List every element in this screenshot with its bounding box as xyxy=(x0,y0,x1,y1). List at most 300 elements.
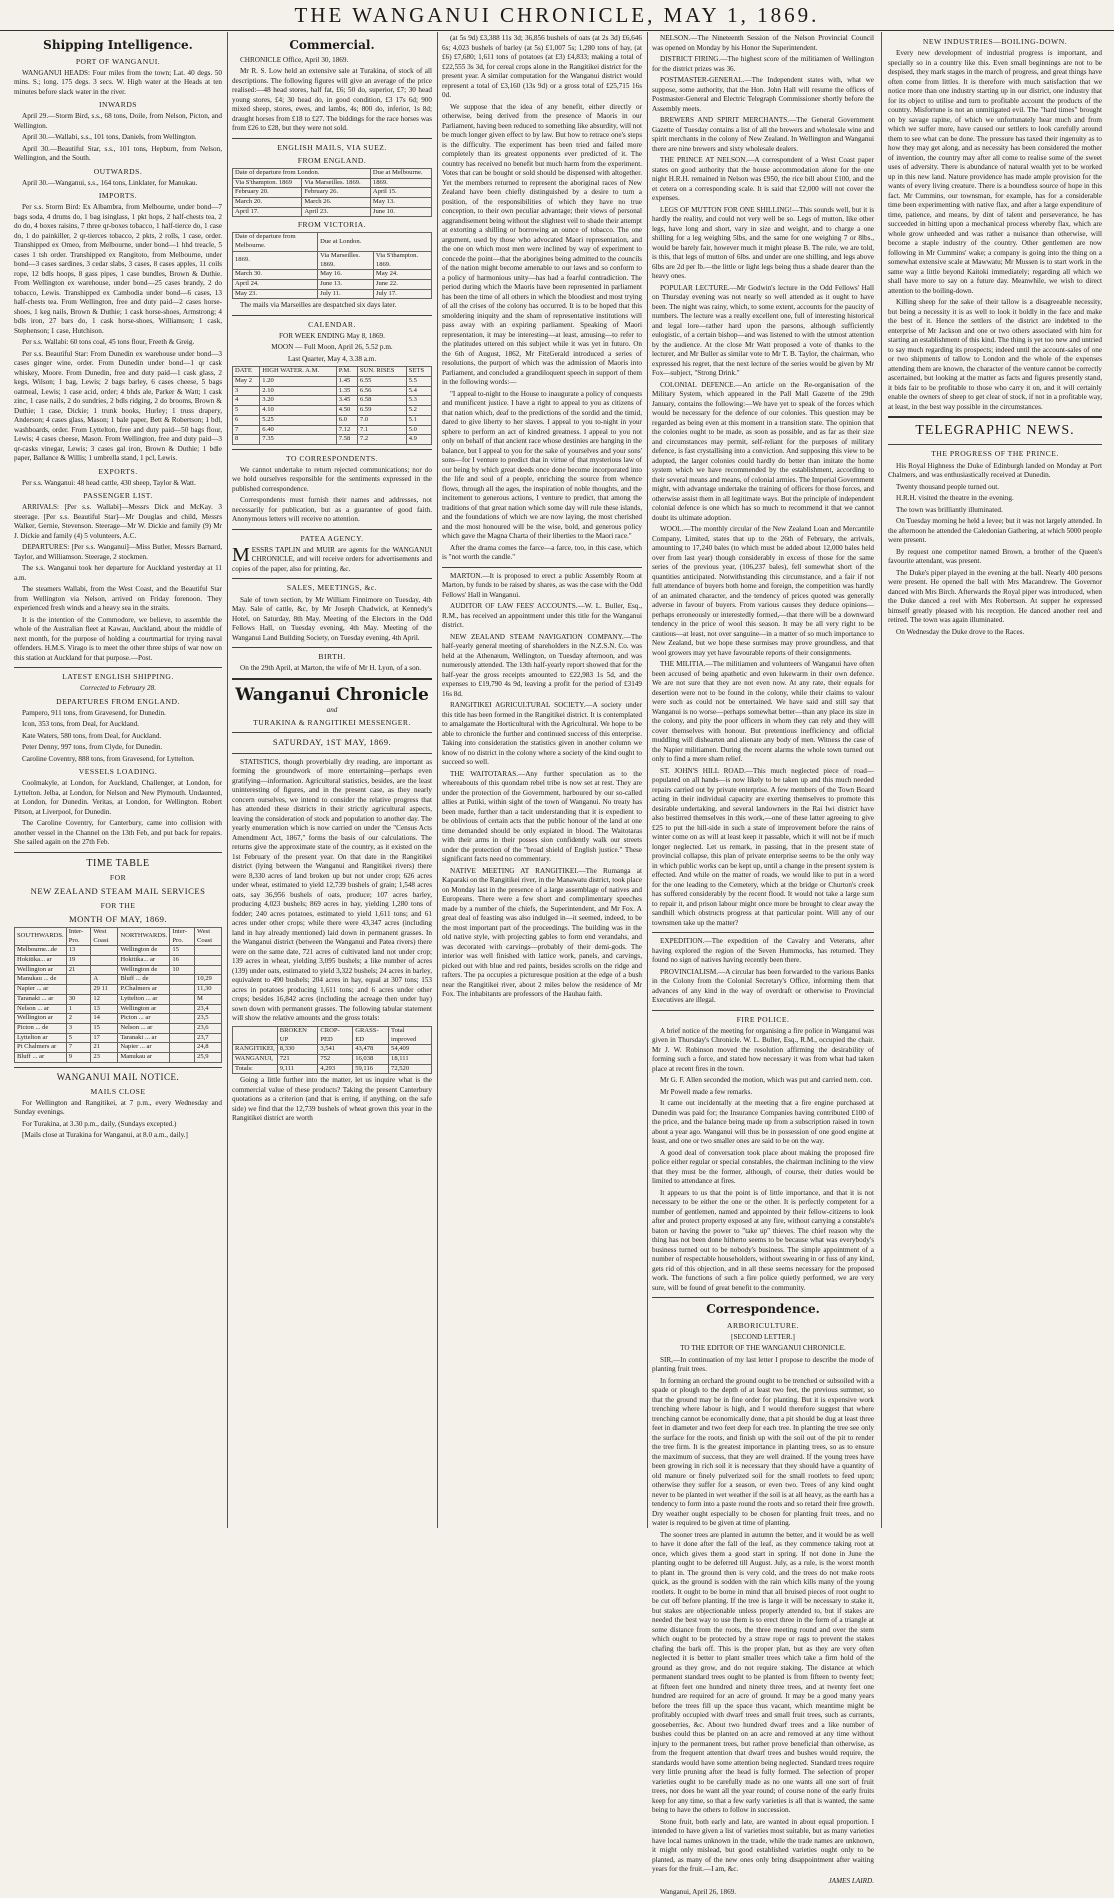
table-cell: June 10. xyxy=(370,207,431,217)
paragraph: [Mails close at Turakina for Wanganui, at 8.0 a.m., daily.] xyxy=(22,1131,188,1140)
table-cell: 2.10 xyxy=(260,386,337,396)
section-heading: CALENDAR. xyxy=(308,319,356,329)
table-cell: 29 11 xyxy=(91,985,118,995)
table-cell: 5 xyxy=(66,1033,91,1043)
table-cell: Bluff ... de xyxy=(118,975,170,985)
table-cell: 23,6 xyxy=(195,1023,222,1033)
table-cell: Wellington ar xyxy=(118,1004,170,1014)
table-header: Via S'thampton. 1869. xyxy=(373,251,431,269)
moon-phase: Full Moon, April 26, 5.52 p.m. xyxy=(304,343,393,352)
section-heading: TO CORRESPONDENTS. xyxy=(286,453,378,463)
table-cell: April 23. xyxy=(302,207,371,217)
section-heading: VESSELS LOADING. xyxy=(78,767,158,777)
table-cell: 4,293 xyxy=(318,1064,353,1074)
table-cell: Wellington de xyxy=(118,965,170,975)
table-cell: 5.0 xyxy=(406,425,431,435)
table-row xyxy=(15,1004,222,1014)
divider xyxy=(232,138,432,139)
paragraph: Peter Denny, 997 tons, from Clyde, for Dunedin. xyxy=(22,743,163,752)
table-cell: April 24. xyxy=(233,279,318,289)
paragraph: CHRONICLE Office, April 30, 1869. xyxy=(240,55,349,64)
table-cell: 7.0 xyxy=(357,415,406,425)
table-cell: June 13. xyxy=(318,279,374,289)
table-cell: 5 xyxy=(233,406,260,416)
table-cell: June 22. xyxy=(373,279,431,289)
table-cell: May 16. xyxy=(318,270,374,280)
section-heading: FIRE POLICE. xyxy=(736,1014,790,1024)
table-cell: 6.56 xyxy=(357,386,406,396)
table-cell xyxy=(66,985,91,995)
table-cell: 5.25 xyxy=(260,415,337,425)
table-cell xyxy=(170,975,195,985)
shipping-heading: Shipping Intelligence. xyxy=(43,38,193,52)
divider xyxy=(652,1297,874,1298)
paragraph: The Caroline Coventry, for Canterbury, came into collision with another vessel in the Channel on the 13th Feb, and put back for repairs. She sailed again on the 27th Feb. xyxy=(14,819,222,847)
table-row xyxy=(233,1045,432,1055)
paragraph: PROVINCIALISM.—A circular has been forwarded to the various Banks in the Colony from the Colonial Secretary's Office, informing them that advances of any kind in the way of overdraft or otherwise to Provincial Executives are illegal. xyxy=(652,967,874,1004)
table-cell: Bluff ... ar xyxy=(15,1053,67,1063)
table-cell: 18,111 xyxy=(389,1054,432,1064)
paragraph: COLONIAL DEFENCE.—An article on the Re-organisation of the Military System, which appeared in the Pall Mall Gazette of the 29th January, contains the following:—We have yet to speak of the forces which would be necessary for the defence of our colonies. This question may be regarded as being even at this moment in a transition state. The opinion that the colonies ought to be made, as soon as possible, and as far as their size and circumstances may permit, self-reliant for the purposes of military defence, is fast crystallising into a conviction. And supposing this view to be adopted, the larger colonies could hardly do better than imitate the home system which we have recommended by the establishment, according to their several means and means, of colonial armies. The Imperial Government might, with advantage undertake the training of officers for those forces, and otherwise assist them in all legitimate ways. But the principle of independent colonial defence is one which has so much to recommend it that we cannot doubt its ultimate adoption. xyxy=(652,380,874,522)
table-cell: 24,8 xyxy=(195,1043,222,1053)
paragraph: STATISTICS, though proverbially dry reading, are important as forming the groundwork of more entertaining—perhaps even gratifying—information. Agricultural statistics, besides, are the least uninteresting of figures, and in the present case, as they nearly concern ourselves, we intend to consider the relative progress that has attended these districts in their strictly agricultural aspects, leaving the consideration of stock and population to another day. The yearly enumeration which is now carried on under the "Census Acts Amendment Act, 1867," forms the basis of our calculations. The returns give the approximate state of the country, as it existed on the 1st February of the present year. On that date in the Rangitikei district (lying between the Wanganui and Rangitikei rivers) there were 8,330 acres of land broken up but not under crop; 626 acres under wheat, estimated to yield 12,739 bushels of grain; 1,548 acres oats, say 36,956 bushels of oats, produce; 107 acres barley, producing 4,023 bushels; 869 acres in hay, yielding 1,280 tons of fodder; 240 acres potatoes, estimated to yield 1,611 tons; and 61 acres under other crops; while there were 43,347 acres (including land in hay already mentioned) laid down in permanent grasses. In the Wanganui district (between the Wanganui and Patea rivers) there were on the same date, 721 acres of cultivated land not under crop; 139 acres in wheat, yielding 3,095 bushels; a like number of acres (139) under oats, estimated to yield 3,322 bushels; 24 acres in barley, equivalent to 490 bushels; 204 acres in hay, equal at 307 tons; 153 acres in potatoes producing 1,611 tons; and 6 acres under other crops; besides 16,842 acres (including the acreage then under hay) sown down with permanent grasses. The following tabular statement will show the relative amounts and the gross totals: xyxy=(232,757,432,1023)
table-cell: 721 xyxy=(277,1054,318,1064)
table-cell xyxy=(195,955,222,965)
paragraph: The s.s. Wanganui took her departure for Auckland yesterday at 11 a.m. xyxy=(14,564,222,582)
table-cell: 6.59 xyxy=(357,406,406,416)
table-cell xyxy=(170,1053,195,1063)
subheading: [SECOND LETTER.] xyxy=(731,1332,795,1341)
table-row xyxy=(15,1053,222,1063)
table-cell: 3.45 xyxy=(336,396,357,406)
table-cell: Taranaki ... ar xyxy=(118,1033,170,1043)
table-cell: 8 xyxy=(233,435,260,445)
table-cell: March 20. xyxy=(233,197,302,207)
divider xyxy=(232,732,432,733)
paragraph: On Tuesday morning he held a levee; but it was not largely attended. In the afternoon he attended the Caledonian Gathering, at which 5000 people were present. xyxy=(888,517,1102,544)
table-cell: 7 xyxy=(66,1043,91,1053)
table-cell: 19 xyxy=(66,955,91,965)
column-1 xyxy=(14,34,222,1526)
paragraph: After the drama comes the farce—a farce, too, in this case, which is "not worth the candle." xyxy=(442,543,642,561)
table-cell xyxy=(170,985,195,995)
divider xyxy=(652,1010,874,1011)
table-cell: Picton ... de xyxy=(15,1023,67,1033)
table-cell: 3 xyxy=(233,386,260,396)
dateline: Wanganui, April 26, 1869. xyxy=(660,1888,737,1897)
table-cell: Melbourne...de xyxy=(15,946,67,956)
paragraph: BREWERS AND SPIRIT MERCHANTS.—The General Government Gazette of Tuesday contains a list of all the brewers and wholesale wine and spirit merchants in the colony of New Zealand. In Wellington and Wanganui there are nine brewers and sixty wholesale dealers. xyxy=(652,116,874,153)
column-rule xyxy=(881,32,882,1528)
table-header: Via Marseilles. 1869. xyxy=(318,251,374,269)
table-cell: 1 xyxy=(66,1004,91,1014)
paragraph: The steamers Wallabi, from the West Coast, and the Beautiful Star from Wellington via Nelson, arrived on Friday forenoon. They experienced fresh winds and a heavy sea in the straits. xyxy=(14,585,222,613)
table-cell: 13 xyxy=(66,946,91,956)
table-cell: 15 xyxy=(170,946,195,956)
paragraph: In forming an orchard the ground ought to be trenched or subsoiled with a spade or plough to the depth of at least two feet, the previous summer, so that the ground may be in fine order for planting. But it is expensive work trenching where labour is high, and I would therefore suggest that where trenching cannot be economically done, that a pit should be dug at least three feet in diameter and two feet deep for each tree. In planting the tree see only the surface for the roots, and finish up with the soil out of the pit to render the tree firm. It is the greatest importance in planting trees, so as to ensure the maximum of success, that they are well drained. If the young trees have been growing in rich soil it is necessary that they should have a quantity of old manure or finely pulverized soil for the small rootlets to feed upon; otherwise they suffer for a season, or even two. Trees of any kind ought never to be planted in wet weather if the soil is at all heavy, as the earth has a tendency to form into a paste round the roots and so retard their free growth. Dry weather ought especially to be chosen for planting fruit trees, and no water is required to be given at time of planting. xyxy=(652,1376,874,1528)
paragraph: Every new development of industrial progress is important, and specially so in a country like this. Even small beginnings are not to be despised, they mark stages in the march of progress, and great things have often come from littles. It is therefore with much satisfaction that we notice more than one industry starting up in our district, one industry that for its object to utilise and turn to profitable account the products of the country. Misfortune is not an unmitigated evil. The "hard times" brought on by savage rapine, of which we unfortunately hear much and from which we suffer more, have caused our settlers to look carefully around them to see what can be done. The pressure has taxed their ingenuity as to how they may get along, and as necessity has been considered the mother of invention, the country may after all come to realise some of the sweet uses of adversity. There is abundance of natural wealth yet to be worked up in this new land. Nature providence has made ample provision for the wants of every living creature. There is a boundless source of hope in this fact. Mr Cummins, our townsman, for example, has for a considerable time been experimenting with native flax, and after a large expenditure of time, patience, and means, by dint of talent and perseverance, he has succeeded in hitting upon a mechanical process whereby flax, which are whole grow unheeded and was rather a nuisance than otherwise, will become a staple industry of the country. Other gentlemen are now following in Mr Cummins' wake; a company is going into the thing on a somewhat extensive scale at Mawwatu; Mr Mussen is to start work in the same way a little beyond Kaitoki immediately; regarding all which we shall have more to say on a future day. Meanwhile, we wish to direct attention to the boiling-down. xyxy=(888,49,1102,295)
table-cell xyxy=(91,965,118,975)
port-heading: PORT OF WANGANUI. xyxy=(75,56,161,66)
column-rule xyxy=(647,32,648,1528)
paragraph: Coolmakyle, at London, for Auckland, Challenger, at London, for Lyttelton. Jelba, at London, for Nelson and New Plymouth. Undaunted, at London, for Dunedin. Veritas, at London, for Wellington. Robert Pitson, at Liverpool, for Dunedin. xyxy=(14,779,222,816)
table-row xyxy=(233,425,432,435)
table-row xyxy=(233,406,432,416)
table-header: DATE xyxy=(233,367,260,377)
table-cell: May 23. xyxy=(233,289,318,299)
divider xyxy=(14,852,222,853)
table-row xyxy=(15,1043,222,1053)
paragraph: April 30.—Beautiful Star, s.s., 101 tons, Hepburn, from Nelson, Wellington, and the South. xyxy=(14,144,222,163)
paragraph: MARTON.—It is proposed to erect a public Assembly Room at Marton, by funds to be raised by shares, as was the case with the Odd Fellows' Hall in Wanganui. xyxy=(442,571,643,599)
section-heading: INWARDS xyxy=(98,100,138,110)
table-cell: 6.40 xyxy=(260,425,337,435)
table-header: GRASS-ED xyxy=(353,1026,389,1044)
table-row xyxy=(15,955,222,965)
table-cell: 5.2 xyxy=(406,406,431,416)
table-cell: 16 xyxy=(170,955,195,965)
table-cell: 5.3 xyxy=(406,396,431,406)
paragraph: Going a little further into the matter, let us inquire what is the commercial value of these products? Taking the present Canterbury quotations as a criterion (and that is erring, if anything, on the safe side) we find that the 12,739 bushels of wheat grown this year in the Rangitikei district are worth xyxy=(232,1076,432,1123)
table-header: Total improved xyxy=(389,1026,432,1044)
table-cell: Pt Chalmers ar xyxy=(15,1043,67,1053)
table-cell: 16,038 xyxy=(353,1054,389,1064)
table-row xyxy=(15,975,222,985)
table-cell: Wellington de xyxy=(118,946,170,956)
paragraph: Per s.s. Wanganui: 48 head cattle, 430 sheep, Taylor & Watt. xyxy=(22,478,196,487)
table-row xyxy=(233,289,432,299)
subtitle: TURAKINA & RANGITIKEI MESSENGER. xyxy=(253,718,411,728)
paragraph: It came out incidentally at the meeting that a fire engine purchased at Dunedin was paid for; the Insurance Companies having contributed £100 of the price, and the balance being made up from a subscription raised in town about a year ago. Wanganui will thus be in possession of one good engine at least, and one or two smaller ones are said to be on the way. xyxy=(652,1099,874,1146)
paragraph: April 30.—Wallabi, s.s., 101 tons, Daniels, from Wellington. xyxy=(22,133,197,142)
table-cell xyxy=(91,955,118,965)
table-cell: 72,520 xyxy=(389,1064,432,1074)
paragraph: EXPEDITION.—The expedition of the Cavalry and Veterans, after having explored the region of the Seven Hummocks, has returned. They found no sign of natives having recently been there. xyxy=(652,937,874,964)
commercial-heading: Commercial. xyxy=(289,38,375,52)
table-cell: 1.35 xyxy=(336,386,357,396)
paragraph: WANGANUI HEADS: Four miles from the town; Lat. 40 degs. 50 mins. S.; long. 175 degs. 3 secs. W. High water at the Heads at ten minutes before slack water in the river. xyxy=(14,68,222,96)
paragraph: NATIVE MEETING AT RANGITIKEI.—The Rumanga at Kaparaki on the Rangitikei river, in the Manawatu district, took place on Monday last in the presence of a large assemblage of natives and Europeans. There were a few short and complimentary speeches made by a number of the chiefs, the Superintendent, and Mr Fox. A great deal of feasting was also indulged in—it seemed, indeed, to be the most important part of the proceedings. The building was in the old native style, with projecting gables to form end verandahs, and was decorated with carvings—probably of their demi-gods. The interior was well finished with lattice work, panels, and carvings, picked out with blue and red paints, besides scrolls on the ridge and rafters. The pa occupies a picturesque position at the edge of a bush near the Rangitikei river, about 2 miles below the residence of Mr Fox. The inhabitants are professors of the Hauhau faith. xyxy=(442,866,642,998)
calendar-table xyxy=(232,366,432,445)
section-heading: EXPORTS. xyxy=(98,466,138,476)
table-cell: 10,29 xyxy=(195,975,222,985)
table-cell: 1.45 xyxy=(336,377,357,387)
paragraph: AUDITOR OF LAW FEES' ACCOUNTS.—W. L. Buller, Esq., R.M., has received an appointment under this title for the Wanganui district. xyxy=(442,602,642,629)
paragraph: Twenty thousand people turned out. xyxy=(896,482,1000,491)
table-header: SETS xyxy=(406,367,431,377)
section-heading: ENGLISH MAILS, VIA SUEZ. xyxy=(277,142,387,152)
table-header: CROP-PED xyxy=(318,1026,353,1044)
divider xyxy=(232,647,432,648)
date-heading: SATURDAY, 1ST MAY, 1869. xyxy=(272,737,392,748)
paragraph: On Wednesday the Duke drove to the Races. xyxy=(896,627,1025,636)
paragraph: A good deal of conversation took place about making the proposed fire police either regular or special constables, the chairman inclining to the view that they must be the former, although, of course, their duties would be limited to attendance at fires. xyxy=(652,1148,874,1186)
table-row xyxy=(233,396,432,406)
column-5 xyxy=(888,34,1102,1526)
paragraph: The Duke's piper played in the evening at the ball. Nearly 400 persons were present. He opened the ball with Mrs Macandrew. The Governor danced with Mrs Birch. Afterwards the Royal piper was introduced, when the Duke danced a reel with Mrs Robertson. At supper he expressed himself greatly pleased with his reception. He danced another reel and retired. The town was again illuminated. xyxy=(888,568,1102,624)
table-cell: 6.0 xyxy=(336,415,357,425)
paragraph: We suppose that the idea of any benefit, either directly or otherwise, being derived from the presence of Maoris in our Parliament, having been reduced to something like absurdity, will not be much longer given effect to by law. But how to retrace one's steps is the difficulty. The experiment has been tried and failed more completely than its greatest opponents ever predicted of it. The country has received no benefit but much harm from the experiment. Votes that can be bought or sold should be dispensed with altogether. Yet the members returned to represent the aboriginal races of New Zealand have been chiefly distinguished by a desire to turn a position, of the responsibilities of which they have no true conception, to their own peculiar advantage; their views of personal aggrandisement being without the slightest veil to shade their attempt at extorting a shilling or borrowing an ounce of tobacco. The one argument, used by those who advocated Maori representation, and the one on which most men were inclined by way of experiment to concede the point—that the aborigines being admitted to the councils of the nation might become amenable to our laws and so conform to a policy of harmonious unity—has had a fearful contradiction. The period during which the Maoris have been represented in parliament has been the time of all others in which the bloodiest and most trying of all the crises of the colony has occurred. It is to be hoped that this smoldering iniquity and the sham of representative institutions will pass away with an expiring parliament. Speaking of Maori representation, it may be interesting—at least, amusing—to refer to the platitudes uttered on this subject while it was yet in futuro. On the 6th of August, 1862, Mr FitzGerald introduced a series of resolutions, the purport of which was the admission of Maoris into Parliament, and concluded a grandiloquent speech in support of them in the following words:— xyxy=(442,102,642,386)
section-heading: FROM VICTORIA. xyxy=(297,220,367,230)
table-cell: April 15. xyxy=(370,188,431,198)
divider xyxy=(652,932,874,933)
table-cell: 3.20 xyxy=(260,396,337,406)
table-row xyxy=(233,188,432,198)
table-cell: May 24. xyxy=(373,270,431,280)
table-cell: 54,409 xyxy=(389,1045,432,1055)
section-heading: LATEST ENGLISH SHIPPING. xyxy=(62,672,174,682)
section-heading: PASSENGER LIST. xyxy=(83,491,153,501)
table-cell: 9 xyxy=(66,1053,91,1063)
table-cell: May 2 xyxy=(233,377,260,387)
divider xyxy=(232,578,432,579)
table-header: West Coast xyxy=(195,927,222,945)
table-cell: Manukau ar xyxy=(118,1053,170,1063)
paragraph: April 29.—Storm Bird, s.s., 68 tons, Doile, from Nelson, Picton, and Wellington. xyxy=(14,112,222,130)
table-header: BROKEN UP xyxy=(277,1026,318,1044)
table-header: 1869. xyxy=(370,178,431,188)
paragraph: For Turakina, at 3.30 p.m., daily, (Sundays excepted.) xyxy=(22,1119,177,1128)
table-cell: 752 xyxy=(318,1054,353,1064)
table-cell: Napier ... ar xyxy=(118,1043,170,1053)
paragraph: His Royal Highness the Duke of Edinburgh landed on Monday at Port Chalmers, and was enthusiastically received at Dunedin. xyxy=(888,461,1102,479)
table-cell: 6 xyxy=(233,415,260,425)
paragraph: Sale of town section, by Mr William Finnimore on Tuesday, 4th May. Sale of cattle, &c, by Mr Joseph Chadwick, at Kennedy's Hotel, on Saturday, 8th May. Meeting of the Electors in the Odd Fellows Hall, on Tuesday evening, 4th May. Meeting of the Wanganui Land Building Society, on Tuesday evening, 4th April. xyxy=(232,595,432,642)
section-heading: IMPORTS. xyxy=(98,191,138,201)
paragraph: The town was brilliantly illuminated. xyxy=(896,505,1003,514)
table-cell: Napier ... ar xyxy=(15,985,67,995)
mails-close-heading: MAILS CLOSE xyxy=(90,1086,146,1096)
moon-label: MOON xyxy=(271,343,294,352)
table-row xyxy=(15,946,222,956)
paragraph: For Wellington and Rangitikei, at 7 p.m., every Wednesday and Sunday evenings. xyxy=(14,1098,222,1117)
paragraph: Correspondents must furnish their names and addresses, not necessarily for publication, but as a guarantee of good faith. Anonymous letters will receive no attention. xyxy=(232,496,432,524)
table-cell: 23,4 xyxy=(195,1004,222,1014)
table-row xyxy=(233,386,432,396)
paragraph: NEW ZEALAND STEAM NAVIGATION COMPANY.—The half-yearly general meeting of shareholders in the N.Z.S.N. Co. was held at the Athenæum, Wellington, on Tuesday afternoon, and was numerously attended. The 13th half-yearly report showed that for the half-year the gross receipts amounted to £22,983 1s 5d, and the expenses to £19,790 4s 9d, leaving a profit for the period of £3149 16s 8d. xyxy=(442,632,642,698)
paragraph: WOOL.—The monthly circular of the New Zealand Loan and Mercantile Company, Limited, states that up to the 26th of February, the arrivals, amounting to 17,240 bales (to which must be added about 12,000 bales held over from last year) though considerably in excess of those for the same series of the previous year, (106,237 bales), fell somewhat short of the quantities anticipated. Notwithstanding this circumstance, and a fair if not full attendance of buyers both home and foreign, the competition was hardly of an animated character, and the tendency of prices quoted was generally adverse in favour of buyers. From various causes they deduce opinions—perhaps erroneously or interestedly formed,—that there will be a downward tendency in the price of wool this season. It may be all very right to be cautious—at least, not over sanguine—in a matter of so much importance to New Zealand, but we hope these surmises may prove groundless, and that wool growers may yet have favourable reports of their consignments. xyxy=(652,525,874,657)
table-cell: 17 xyxy=(91,1033,118,1043)
table-cell: M xyxy=(195,994,222,1004)
table-cell: 5.1 xyxy=(406,415,431,425)
divider xyxy=(232,753,432,754)
paragraph: (at 5s 9d) £3,388 11s 3d; 36,856 bushels of oats (at 2s 3d) £6,646 6s; 4,023 bushels of barley (at 5s) £1,007 5s; 1,280 tons of hay, (at £6) £7,680; 1,611 tons of potatoes (at £3) £4,833; making a total of £22,555 3s 3d, for cereal crops alone in the Rangitikei district for the present year. A similar computation for the Wanganui district would represent a total of £3,160 (13s 9d) or a gross total of £25,715 16s 0d. xyxy=(442,34,642,99)
divider xyxy=(232,678,432,680)
paragraph: On the 29th April, at Marton, the wife of Mr H. Lyon, of a son. xyxy=(240,664,422,673)
table-cell: 10 xyxy=(170,965,195,975)
table-cell: 30 xyxy=(66,994,91,1004)
divider xyxy=(232,529,432,530)
table-cell: 4.50 xyxy=(336,406,357,416)
table-row xyxy=(233,435,432,445)
table-row xyxy=(15,985,222,995)
table-header: NORTHWARDS. xyxy=(118,927,170,945)
table-cell xyxy=(170,1033,195,1043)
table-cell xyxy=(195,965,222,975)
paragraph: We cannot undertake to return rejected communications; nor do we hold ourselves responsible for the sentiments expressed in the published correspondence. xyxy=(232,465,432,493)
table-cell: A xyxy=(91,975,118,985)
table-row xyxy=(233,197,432,207)
table-cell: March 26. xyxy=(302,197,371,207)
table-cell: 2 xyxy=(66,1014,91,1024)
timetable-title: NEW ZEALAND STEAM MAIL SERVICES xyxy=(30,886,206,897)
column-4 xyxy=(652,34,874,1897)
table-header: Via Marseilles. 1869. xyxy=(302,178,371,188)
table-cell: 4.9 xyxy=(406,435,431,445)
table-cell: 13 xyxy=(91,1004,118,1014)
table-cell: Totals: xyxy=(233,1064,278,1074)
table-cell: February 20. xyxy=(233,188,302,198)
timetable-month: MONTH OF MAY, 1869. xyxy=(68,913,168,924)
section-heading: DEPARTURES FROM ENGLAND. xyxy=(56,696,180,706)
table-header: SUN. RISES xyxy=(357,367,406,377)
table-cell: Picton ... ar xyxy=(118,1014,170,1024)
paragraph: MESSRS TAPLIN and MUIR are agents for the WANGANUI CHRONICLE, and will receive orders for advertisements and copies of the paper, also for printing, &c. xyxy=(232,543,432,573)
table-row xyxy=(15,1023,222,1033)
signature: JAMES LAIRD. xyxy=(828,1876,874,1885)
moon-phase: Last Quarter, May 4, 3.38 a.m. xyxy=(287,354,377,363)
column-rule xyxy=(227,32,228,1528)
table-header: Inter-Pro. xyxy=(170,927,195,945)
table-cell: July 17. xyxy=(373,289,431,299)
table-cell: 21 xyxy=(66,965,91,975)
table-cell: 7.12 xyxy=(336,425,357,435)
table-cell: 7 xyxy=(233,425,260,435)
table-cell: 7.58 xyxy=(336,435,357,445)
table-header: HIGH WATER. A.M. xyxy=(260,367,337,377)
table-cell: Wellington ar xyxy=(15,965,67,975)
paragraph: Per s.s. Wallabi: 60 tons coal, 45 tons flour, Freeth & Greig. xyxy=(22,338,195,347)
table-header: West Coast xyxy=(91,927,118,945)
statistics-table xyxy=(232,1026,432,1075)
paragraph: SIR,—In continuation of my last letter I propose to describe the mode of planting fruit trees. xyxy=(652,1355,874,1374)
section-heading: BIRTH. xyxy=(318,652,346,661)
table-cell: 59,116 xyxy=(353,1064,389,1074)
subheading: TO THE EDITOR OF THE WANGANUI CHRONICLE. xyxy=(680,1344,846,1353)
table-cell: Hokitika... ar xyxy=(118,955,170,965)
table-cell: 7.2 xyxy=(357,435,406,445)
table-cell xyxy=(170,1004,195,1014)
paragraph: A brief notice of the meeting for organising a fire police in Wanganui was given in Thursday's Chronicle. W. L. Buller, Esq., R.M., occupied the chair. Mr J. W. Robinson moved the resolution affirming the desirability of forming such a force, and stated how necessary it was from what had taken place at recent fires in the town. xyxy=(652,1026,874,1073)
paragraph: THE PRINCE AT NELSON.—A correspondent of a West Coast paper states on good authority that the house accommodation alone for the one night H.R.H. remained in Nelson was £950, the rice bill about £100, and the et cetera on a corresponding scale. It is said that £2,000 will not cover the expenses. xyxy=(652,156,874,202)
table-cell: 6.58 xyxy=(357,396,406,406)
table-cell xyxy=(170,1014,195,1024)
table-cell: 4.10 xyxy=(260,406,337,416)
table-cell: 5.4 xyxy=(406,386,431,396)
table-cell: P.Chalmers ar xyxy=(118,985,170,995)
table-cell: April 17. xyxy=(233,207,302,217)
paragraph: The sooner trees are planted in autumn the better, and it would be as well to have it done after the fall of the leaf, as they commence taking root at once, which gives them a good start in spring. If not done in June the planting ought to be deferred till August. July, as a rule, is the worst month to plant in. The ground then is very cold, and the trees do not make roots quick, as the ground is sodden with the rain which kills many of the young rootlets. It ought to be borne in mind that all bruised pieces of root ought to be cut off before planting. If the tree is large it will be necessary to stake it, but stakes are objectionable unless properly attended to, but if stakes are needed the best way to use them is to erect three in the form of a triangle at some distance from the roots, the three meeting round and over the stem which ought to be protected by a straw rope or rags to prevent the stakes chafing the bark off. This is the proper plan, but as they are very often neglected it is better to plant smaller trees which take a firm hold of the ground as they grow, and do not require staking. The distance at which permanent standard trees ought to be planted is from fifteen to twenty feet; at fifteen feet one hundred and ninety three trees, and at twenty feet one hundred are required for an acre of ground. It may be a good many years before the trees fill up the space thus vacant, which meantime might be profitably occupied with dwarf trees and small fruit trees, such as currants, gooseberries, &c. About two hundred dwarf trees and a like number of bushes could thus be planted on an acre and removed at any time without injury to the permanent trees, but rather prove beneficial than otherwise, as from the frequent attention that dwarf trees and bushes would require, the standards would have some attention being neglected. Standard trees require very little pruning after the head is fully formed. The selection of proper varieties ought to be carefully made as no one wants all one sort of fruit trees, nor does he want all the year round; of course none of the early fruits keep for any time, so that a few early varieties is all that is wanted, the same being to have the others to follow in succession. xyxy=(652,1530,874,1815)
paragraph: NELSON.—The Nineteenth Session of the Nelson Provincial Council was opened on Monday by his Honor the Superintendent. xyxy=(652,34,874,52)
table-header: 1869. xyxy=(233,251,318,269)
table-cell: 25,9 xyxy=(195,1053,222,1063)
column-3 xyxy=(442,34,642,1526)
paragraph: Caroline Coventry, 888 tons, from Gravesend, for Lyttelton. xyxy=(22,754,195,763)
table-cell xyxy=(195,946,222,956)
table-cell: 11,30 xyxy=(195,985,222,995)
table-cell: 14 xyxy=(91,1014,118,1024)
table-cell: 5.5 xyxy=(406,377,431,387)
table-header xyxy=(233,1026,278,1044)
victoria-mails-table xyxy=(232,232,432,299)
paragraph: Per s.s. Beautiful Star: From Dunedin ex warehouse under bond—3 cases ginger wine, order. From Dunedin under bond—1 qr cask whiskey, Moore. From Dunedin, free and duty paid—1 cask glass, 2 kegs, Wilson; 1 bag, Lewis; 2 bags barley, 6 cases cheese, 5 bags oatmeal, Lewis; 1 case acid, order; 4 bhds ale, Parker & Watt; 1 cask zinc, 1 case nails, 2 do sundries, 2 bdls ridging, 2 do brooms, Brown & Duthie; 1 case, Dickie; 1 trunk books, Hurley; 1 truss drapery, Anderson; 4 cases glass, Mason; 1 bale paper, Bett & Robertson; 1 bdl, washboards, order. From Lyttelton, free and duty paid—50 bags flour, Lewis; 4 cases cheese, Mason. From Wellington, free and duty paid—3 qr-casks vinegar, Lewis; 3 cases gal iron, Brown & Duthie; 1 bdle paper, Ballance & Willis; 1 umbrella stand, 1 pcl, Lewis. xyxy=(14,349,222,463)
paragraph: POPULAR LECTURE.—Mr Godwin's lecture in the Odd Fellows' Hall on Thursday evening was not nearly so well attended as it ought to have been. The night was rainy, which, to some extent, accounts for the paucity of numbers. The lecture was a really excellent one, full of interesting historical and legal lore—rather hard upon the parsons, although sufficiently eulogistic, of a certain bishop—and was listened to with the utmost attention by the audience. At the close Mr Watt proposed a vote of thanks to the lecturer, and Mr Buller as similar vote to Mr T. B. Taylor, the chairman, who expressed his regret, that the next lecture of the series would be given by Mr Fox—subject, "Strong Drink." xyxy=(652,283,874,377)
correspondence-heading: Correspondence. xyxy=(706,1302,820,1317)
table-cell: 7.1 xyxy=(357,425,406,435)
paragraph: The mails via Marseilles are despatched six days later. xyxy=(240,301,397,310)
paragraph: It is the intention of the Commodore, we believe, to assemble the whole of the Australian fleet at Kawau, Auckland, about the middle of next month, for the purpose of holding a courtmartial for trying naval offenders. H.M.S. Virago is to meet the other three ships of war now on this station at Auckland for that purpose.—Post. xyxy=(14,615,222,662)
table-cell: 23,5 xyxy=(195,1014,222,1024)
table-header: Due at London. xyxy=(318,233,432,251)
table-cell: Lyttelton ... ar xyxy=(118,994,170,1004)
paragraph: DEPARTURES: [Per s.s. Wanganui]—Miss Butler, Messrs Barnard, Taylor, and Williamson. Steerage, 2 stockmen. xyxy=(14,543,222,561)
masthead: THE WANGANUI CHRONICLE, MAY 1, 1869. xyxy=(0,0,1114,31)
table-row xyxy=(15,965,222,975)
paragraph: H.R.H. visited the theatre in the evening. xyxy=(896,494,1014,502)
table-cell: Wellington ar xyxy=(15,1014,67,1024)
table-cell: Lyttelton ar xyxy=(15,1033,67,1043)
table-header: Due at Melbourne. xyxy=(370,168,431,178)
table-cell xyxy=(170,994,195,1004)
table-header: P.M. xyxy=(336,367,357,377)
divider xyxy=(888,416,1102,418)
paragraph: Per s.s. Storm Bird: Ex Albambra, from Melbourne, under bond—7 bags soda, 4 drums do, 1 bag isinglass, 1 pkt hops, 2 half-chests tea, 2 do do, 4 boxes raisins, 7 three qr-boxes tobacco, 1 half-tierce do, 1 case do, 1 do painkiller, 2 qr-tierces tobacco, 2 pkts, 2 rolls, 1 case, order. Transhipped ex Omeo, from Melbourne, under bond—1 hhd treacle, 5 cases 1 tsh order. Transhipped ex Rangitoto, from Melbourne, under bond—3 cases sardines, 3 cedar slabs, 3 cases, 8 cases apples, 11 coils rope, 12 bdls hoops, 8 gass pipes, 1 case bundles, Brown & Duthie. From Wellington ex warehouse, under bond—25 cases brandy, 2 do tobacco, Lewis. Transhipped ex Cambodia under bond—6 cases, 13 half-chests tea. From Wellington, free and duty paid—2 cases horse-shoes, 1 keg nails, Brown & Duthie; 1 cask horse-shoes, Armstrong; 4 bdls iron, 27 bars do, 1 cask horse-shoes, Williamson; 1 cask, Stephenson; 1 case, Hutchison. xyxy=(14,203,222,335)
table-cell: 1.20 xyxy=(260,377,337,387)
paragraph: Icon, 353 tons, from Deal, for Auckland. xyxy=(22,720,139,729)
table-cell xyxy=(170,1023,195,1033)
paragraph: Mr Powell made a few remarks. xyxy=(660,1087,753,1096)
table-cell: 6.55 xyxy=(357,377,406,387)
table-row-total xyxy=(233,1064,432,1074)
section-heading: FROM ENGLAND. xyxy=(297,155,367,165)
paragraph: Killing sheep for the sake of their tallow is a disagreeable necessity, but being a necessity it is as well to look it boldly in the face and make the best of it. Hence the settlers of the district are indebted to the enterprise of Mr Jackson and one or two others associated with him for starting an establishment of this kind. The thing is yet too new and untried to say much regarding its prospects; indeed until the account-sales of one or two shipments of tallow to London and the whole of the expenses attending them are known, the character of the venture cannot be correctly ascertained, but looking at the matter as facts and figures presently stand, it bids fair to be profitable to those who carry it on, and it will certainly enable the owners of sheep to get clear of stock, if not in a profitable way, at least, in the best way possible in the circumstances. xyxy=(888,298,1102,411)
table-cell: Nelson ... ar xyxy=(15,1004,67,1014)
table-header: Date of departure from Melbourne. xyxy=(233,233,318,251)
table-cell: Nelson ... ar xyxy=(118,1023,170,1033)
column-rule xyxy=(437,32,438,1528)
table-cell: Taranaki ... ar xyxy=(15,994,67,1004)
paragraph: Mr G. F. Allen seconded the motion, which was put and carried nem. con. xyxy=(660,1076,873,1085)
paragraph: THE MILITIA.—The militiamen and volunteers of Wanganui have often been accused of being apathetic and even lukewarm in their own defence. We are not sure that they are not even now. At any rate, their equals for desertion were not to be found in the colony, while their claims to valour were such as could not be entertained. We have said and still say that Wanganui is no worse—perhaps somewhat better—than any place its size in the colony, and pity the poor officers in whom they can rely and they will cover themselves with honour. But pretentious inefficiency and official muddling will dishearten and alienate any body of men. Witness the case of the Napier militiamen. During the recent alarms the whole town turned out only to find a mere sham relief. xyxy=(652,660,874,763)
england-mails-table xyxy=(232,168,432,218)
table-cell: 9,111 xyxy=(277,1064,318,1074)
paragraph: THE WAITOTARAS.—Any further speculation as to the whereabouts of this quondam rebel tribe is now set at rest. They are under the protection of the Government, harboured by our so-called allies at Putiki, within sight of the town of Wanganui. No treaty has been made, further than a tacit understanding that it is expedient to be oblivious of certain acts that the public honour of the land at one time demanded should be only expiated in blood. The Waitotaras with their arms in their posses sion confidently walk our streets under the protection of the "broad shield of English justice." These significant facts need no commentary. xyxy=(442,769,642,863)
paragraph: DISTRICT FIRING.—The highest score of the militiamen of Wellington for the district prizes was 36. xyxy=(652,55,874,73)
table-row xyxy=(233,207,432,217)
table-row xyxy=(233,1054,432,1064)
paragraph: By request one competitor named Brown, a brother of the Queen's favourite attendant, was present. xyxy=(888,547,1102,565)
timetable-for-the: FOR THE xyxy=(100,900,136,910)
table-cell: 12 xyxy=(91,994,118,1004)
paragraph: Mr R. S. Low held an extensive sale at Turakina, of stock of all descriptions. The following figures will give an average of the price realised:—48 head stores, half fat, £6; 50 do, superior, £7; 30 head young stores, £4; 30 head do, in good condition, £3 17s 6d; 900 mixed sheep, stores, ewes, and lambs, 4s; 800 do, inferior, 1s 8d; draught horses from £18 to £27. The biddings for the race horses was from £26 to £28, but they were not sold. xyxy=(232,67,432,133)
section-heading: NEW INDUSTRIES—BOILING-DOWN. xyxy=(922,37,1068,46)
table-header: Inter-Pro. xyxy=(66,927,91,945)
table-cell: WANGANUI, xyxy=(233,1054,278,1064)
table-cell: 7.35 xyxy=(260,435,337,445)
paragraph: ARRIVALS: [Per s.s. Wallabi]—Messrs Dick and McKay. 3 steerage. [Per s.s. Beautiful Star]—Mr Douglas and child, Messrs Walker, Gernie, Stevenson. Steerage—Mr W. Dickie and family (9) Mr J. Dickie and family (4) 5 volunteers, A.C. xyxy=(14,503,222,540)
table-cell: 43,478 xyxy=(353,1045,389,1055)
timetable-table xyxy=(14,927,222,1063)
table-cell: 8,330 xyxy=(277,1045,318,1055)
table-cell: March 30. xyxy=(233,270,318,280)
table-row xyxy=(233,377,432,387)
table-cell: 3,541 xyxy=(318,1045,353,1055)
paragraph: RANGITIKEI AGRICULTURAL SOCIETY.—A society under this title has been formed in the Rangitikei district. It is contemplated to amalgamate the Horticultural with the Agricultural. We hope to be able to chronicle the further and continued success of this enterprise. Taking into consideration the statistics given in another column we know of no district in the colony where a society of the kind ought to succeed so well. xyxy=(442,701,642,766)
table-cell xyxy=(170,1043,195,1053)
paragraph: "I appeal to-night to the House to inaugurate a policy of conquests and munificent justice. I have a right to appeal to you as citizens of that nation which, deaf to the predictions of the sordid and the timid, dared to give liberty to her slaves. I appeal to you to-night in your sphere to perform an act of kindred greatness. I appeal to you not only on behalf of that ancient race whose destinies are hanging in the balance, but I appeal to you for the sake of yourselves and your sons' sons—for I venture to predict that in virtue of that mysterious law of our being by which great deeds once done become incorporated into the life and soul of a people, enriching the source from whence flows, through all the ages, the inspiration of noble thoughts, and the incitement to generous actions, I venture to predict, that among the traditions of that great nation which some day will rule these islands, and the foundations of which we are now laying, the most cherished and the most honoured will be the wise, bold, and generous policy which gave the Magna Charta of their liberties to the Maori race." xyxy=(442,389,642,540)
table-row xyxy=(15,1033,222,1043)
paragraph: It appears to us that the point is of little importance, and that it is not necessary to be either the one or the other. It is perfectly competent for a number of gentlemen, named and appointed by their fellow-citizens to look after and protect property exposed at any fire, without carrying a constable's baton or having the power to "take up" thieves. The chief reason why the thing has not been done hitherto seems to be because what was everybody's business turned out to be nobody's business. The simple appointment of a number of respectable householders, without swearing in or fuss of any kind, gets rid of this objection, and in all these seems necessary for the proposed work. The functions of such a fire police quietly performed, we are very sure, will be found of great benefit to the community. xyxy=(652,1188,874,1292)
